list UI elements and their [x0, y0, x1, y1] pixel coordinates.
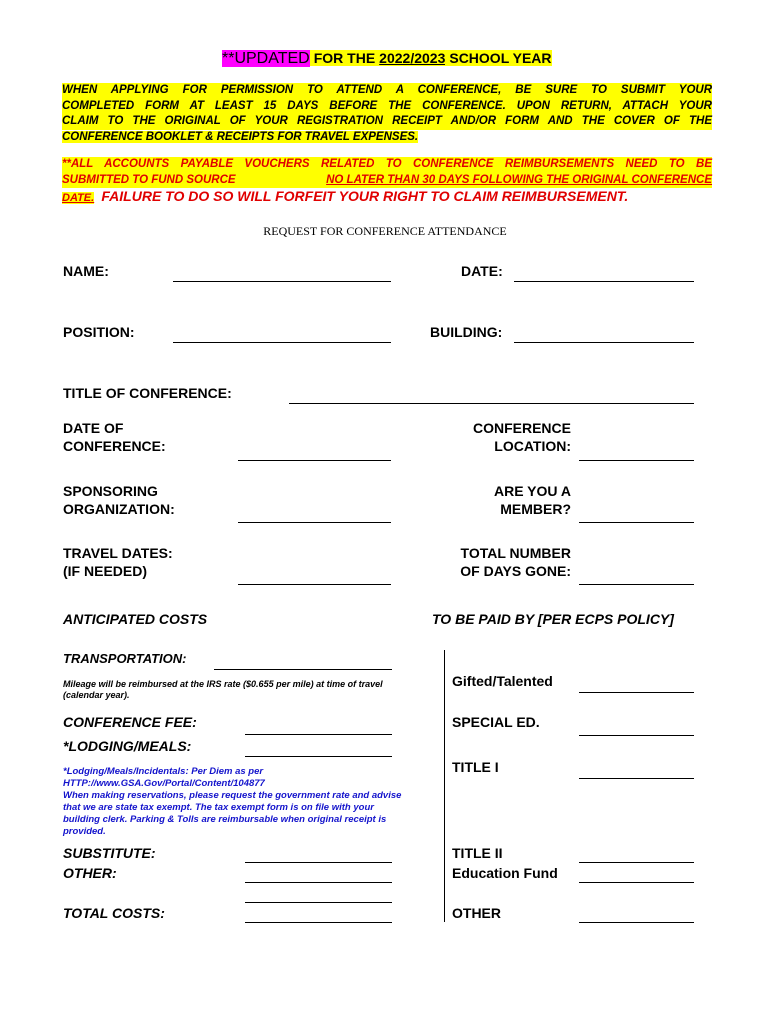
date-field[interactable]: [514, 281, 694, 282]
total-days-label-1: TOTAL NUMBER: [460, 545, 571, 561]
header-year: 2022/2023: [379, 50, 446, 66]
notice1-line2: COMPLETED FORM AT LEAST 15 DAYS BEFORE THE CONFERENCE. UPON RETURN, ATTACH YOUR: [62, 99, 712, 115]
notice2-line1: **ALL ACCOUNTS PAYABLE VOUCHERS RELATED TO CONFERENCE REIMBURSEMENTS NEED TO BE: [62, 157, 712, 173]
lodging-note-line: that we are state tax exempt. The tax exempt form is on file with your: [63, 802, 374, 813]
conference-location-label: [420, 419, 571, 455]
name-field[interactable]: [173, 281, 391, 282]
column-divider: [444, 650, 445, 922]
mileage-note-1: Mileage will be reimbursed at the IRS rate ($0.655 per mile) at time of travel: [63, 679, 383, 689]
conference-fee-field[interactable]: [245, 734, 392, 735]
date-of-conference-label-1: DATE OF: [63, 420, 124, 436]
mileage-note-2: (calendar year).: [63, 690, 130, 700]
date-of-conference-label: [63, 419, 166, 455]
conference-location-label-1: CONFERENCE: [472, 420, 571, 436]
lodging-note-line: *Lodging/Meals/Incidentals: Per Diem as per: [63, 766, 264, 777]
conference-location-field[interactable]: [579, 460, 694, 461]
travel-dates-field[interactable]: [238, 584, 391, 585]
total-days-field[interactable]: [579, 584, 694, 585]
date-of-conference-label-2: CONFERENCE:: [63, 438, 166, 454]
conference-fee-label: CONFERENCE FEE:: [63, 714, 197, 730]
special-ed-field[interactable]: [579, 735, 694, 736]
title-ii-field[interactable]: [579, 862, 694, 863]
member-label-2: MEMBER?: [500, 501, 571, 517]
gifted-talented-label: Gifted/Talented: [452, 673, 553, 689]
date-label: DATE:: [461, 263, 503, 279]
sponsoring-organization-field[interactable]: [238, 522, 391, 523]
building-label: BUILDING:: [430, 324, 503, 340]
other-cost-field-2[interactable]: [245, 902, 392, 903]
date-of-conference-field[interactable]: [238, 460, 391, 461]
notice2-line2b: NO LATER THAN 30 DAYS FOLLOWING THE ORIGINAL CONFERENCE: [326, 173, 712, 186]
notice1-line1: WHEN APPLYING FOR PERMISSION TO ATTEND A CONFERENCE, BE SURE TO SUBMIT YOUR: [62, 83, 712, 99]
other-funding-label: OTHER: [452, 905, 501, 921]
special-ed-label: SPECIAL ED.: [452, 714, 540, 730]
lodging-note: [63, 766, 433, 838]
position-field[interactable]: [173, 342, 391, 343]
travel-dates-label-2: (IF NEEDED): [63, 563, 147, 579]
name-label: NAME:: [63, 263, 109, 279]
notice1-line4: CONFERENCE BOOKLET & RECEIPTS FOR TRAVEL EXPENSES.: [62, 130, 419, 143]
member-label: [420, 482, 571, 518]
mileage-note: [63, 679, 433, 701]
notice1-line3: CLAIM TO THE ORIGINAL OF YOUR REGISTRATION RECEIPT AND/OR FORM AND THE COVER OF THE: [62, 114, 712, 130]
total-days-label-2: OF DAYS GONE:: [460, 563, 571, 579]
sponsoring-label-2: ORGANIZATION:: [63, 501, 175, 517]
lodging-meals-field[interactable]: [245, 756, 392, 757]
travel-dates-label-1: TRAVEL DATES:: [63, 545, 173, 561]
notice2-line3b: FAILURE TO DO SO WILL FORFEIT YOUR RIGHT TO CLAIM REIMBURSEMENT.: [101, 188, 629, 204]
paid-by-heading: TO BE PAID BY [PER ECPS POLICY]: [432, 611, 674, 627]
title-of-conference-label: TITLE OF CONFERENCE:: [63, 385, 232, 401]
total-costs-label: TOTAL COSTS:: [63, 905, 165, 921]
header-for-the: FOR THE: [310, 50, 375, 66]
notice2-line3a: DATE.: [62, 192, 95, 204]
form-title: REQUEST FOR CONFERENCE ATTENDANCE: [263, 224, 507, 238]
education-fund-field[interactable]: [579, 882, 694, 883]
title-of-conference-field[interactable]: [289, 403, 694, 404]
notice-submission: [62, 83, 712, 145]
member-label-1: ARE YOU A: [493, 483, 571, 499]
travel-dates-label: [63, 544, 173, 580]
notice-reimbursement: [62, 157, 712, 207]
page-header: [222, 49, 552, 68]
lodging-note-line: When making reservations, please request the government rate and advise: [63, 790, 402, 801]
lodging-meals-label: *LODGING/MEALS:: [63, 738, 192, 754]
title-ii-label: TITLE II: [452, 845, 503, 861]
lodging-note-line: provided.: [63, 826, 106, 837]
sponsoring-organization-label: [63, 482, 175, 518]
title-i-label: TITLE I: [452, 759, 499, 775]
header-school-year: SCHOOL YEAR: [445, 50, 551, 66]
conference-location-label-2: LOCATION:: [494, 438, 571, 454]
lodging-note-line: building clerk. Parking & Tolls are reimbursable when original receipt is: [63, 814, 387, 825]
other-cost-field[interactable]: [245, 882, 392, 883]
total-costs-field[interactable]: [245, 922, 392, 923]
updated-tag: **UPDATED: [222, 50, 310, 67]
lodging-note-link[interactable]: HTTP://www.GSA.Gov/Portal/Content/104877: [63, 778, 265, 789]
transportation-label: TRANSPORTATION:: [63, 651, 187, 666]
sponsoring-label-1: SPONSORING: [63, 483, 158, 499]
anticipated-costs-heading: ANTICIPATED COSTS: [63, 611, 208, 627]
title-i-field[interactable]: [579, 778, 694, 779]
substitute-label: SUBSTITUTE:: [63, 845, 156, 861]
building-field[interactable]: [514, 342, 694, 343]
member-field[interactable]: [579, 522, 694, 523]
other-funding-field[interactable]: [579, 922, 694, 923]
substitute-field[interactable]: [245, 862, 392, 863]
position-label: POSITION:: [63, 324, 135, 340]
notice2-line2a: SUBMITTED TO FUND SOURCE: [62, 173, 236, 186]
other-cost-label: OTHER:: [63, 865, 117, 881]
transportation-field[interactable]: [214, 669, 392, 670]
education-fund-label: Education Fund: [452, 865, 558, 881]
total-days-label: [420, 544, 571, 580]
gifted-talented-field[interactable]: [579, 692, 694, 693]
